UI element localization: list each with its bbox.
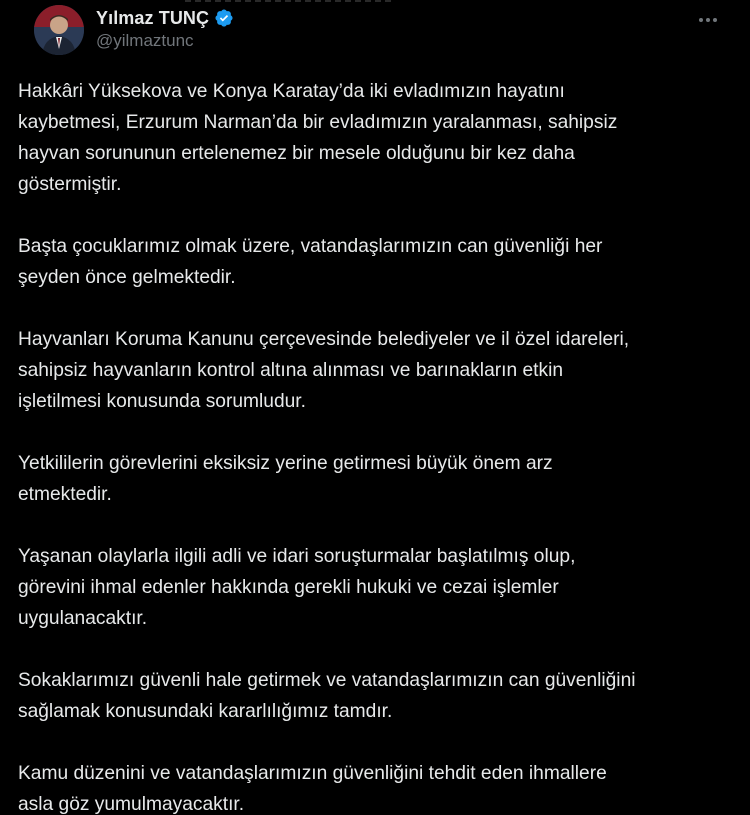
author-handle[interactable]: @yilmaztunc <box>96 31 194 50</box>
more-dot <box>699 18 703 22</box>
author-display-name[interactable]: Yılmaz TUNÇ <box>96 7 210 28</box>
tweet-paragraph: Hayvanları Koruma Kanunu çerçevesinde belediyeler ve il özel idareleri, sahipsiz hayvanların kontrol altına alınması ve barınakların etkin işletilmesi konusunda sorumludur. <box>18 329 630 412</box>
tweet-paragraph: Başta çocuklarımız olmak üzere, vatandaşlarımızın can güvenliği her şeyden önce gelmektedir. <box>18 236 603 288</box>
verified-badge-icon[interactable] <box>214 8 234 28</box>
tweet-paragraph: Yaşanan olaylarla ilgili adli ve idari soruşturmalar başlatılmış olup, görevini ihmal edenler hakkında gerekli hukuki ve cezai işlemler uygulanacaktır. <box>18 546 576 629</box>
tweet-paragraph: Sokaklarımızı güvenli hale getirmek ve vatandaşlarımızın can güvenliğini sağlamak konusundaki kararlılığımız tamdır. <box>18 670 636 722</box>
tweet-paragraph: Hakkâri Yüksekova ve Konya Karatay’da iki evladımızın hayatını kaybetmesi, Erzurum Narman’da bir evladımızın yaralanması, sahipsiz hayvan sorununun ertelenemez bir mesele olduğunu bir kez daha göstermiştir. <box>18 81 618 195</box>
more-dot <box>713 18 717 22</box>
author-info <box>96 7 234 51</box>
tweet-paragraph: Yetkililerin görevlerini eksiksiz yerine getirmesi büyük önem arz etmektedir. <box>18 453 553 505</box>
avatar[interactable] <box>34 5 84 55</box>
tweet-paragraph: Kamu düzenini ve vatandaşlarımızın güvenliğini tehdit eden ihmallere asla göz yumulmayacaktır. <box>18 763 607 815</box>
tweet-text <box>18 62 730 815</box>
tweet-header <box>18 0 732 62</box>
more-options-icon[interactable] <box>690 10 726 30</box>
more-dot <box>706 18 710 22</box>
